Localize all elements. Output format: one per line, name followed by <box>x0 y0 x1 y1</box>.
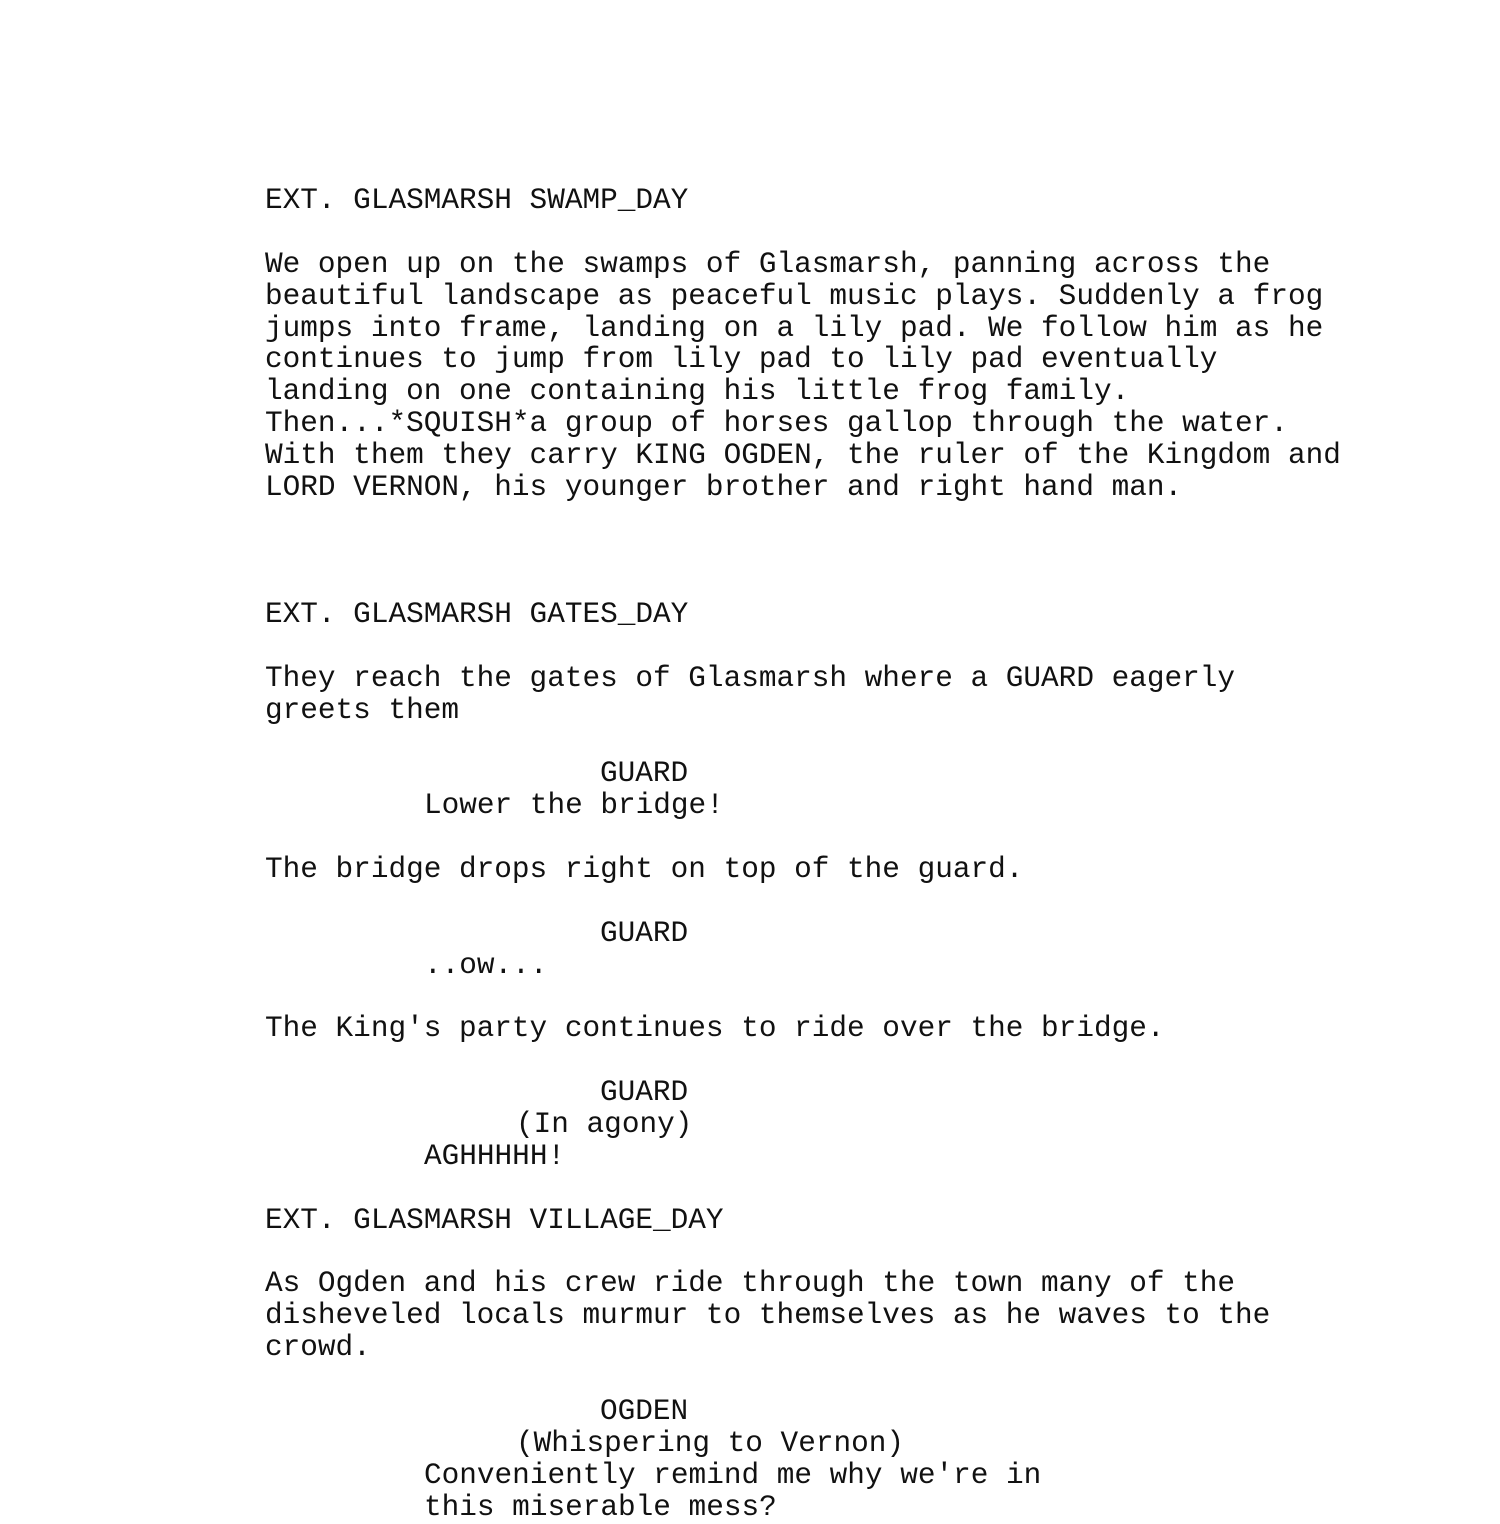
character-name: GUARD <box>600 917 689 950</box>
scene-heading: EXT. GLASMARSH VILLAGE_DAY <box>265 1204 724 1237</box>
action-line: crowd. <box>265 1331 371 1364</box>
dialogue-line: ..ow... <box>424 949 548 982</box>
action-line: With them they carry KING OGDEN, the ruler of the Kingdom and <box>265 439 1341 472</box>
action-line: jumps into frame, landing on a lily pad. We follow him as he <box>265 312 1324 345</box>
action-line: Then...*SQUISH*a group of horses gallop through the water. <box>265 407 1288 440</box>
action-line: continues to jump from lily pad to lily pad eventually <box>265 343 1218 376</box>
action-line: As Ogden and his crew ride through the town many of the <box>265 1267 1236 1300</box>
dialogue-line: Lower the bridge! <box>424 789 724 822</box>
action-line: They reach the gates of Glasmarsh where a GUARD eagerly <box>265 662 1236 695</box>
action-line: beautiful landscape as peaceful music plays. Suddenly a frog <box>265 280 1324 313</box>
action-line: disheveled locals murmur to themselves as he waves to the <box>265 1299 1271 1332</box>
parenthetical: (In agony) <box>516 1108 693 1141</box>
scene-heading: EXT. GLASMARSH GATES_DAY <box>265 598 689 631</box>
dialogue-line: this miserable mess? <box>424 1491 777 1524</box>
action-line: LORD VERNON, his younger brother and right hand man. <box>265 471 1183 504</box>
scene-heading: EXT. GLASMARSH SWAMP_DAY <box>265 184 689 217</box>
character-name: GUARD <box>600 757 689 790</box>
action-line: greets them <box>265 694 460 727</box>
action-line: We open up on the swamps of Glasmarsh, panning across the <box>265 248 1271 281</box>
character-name: OGDEN <box>600 1395 689 1428</box>
action-line: The King's party continues to ride over the bridge. <box>265 1012 1165 1045</box>
action-line: The bridge drops right on top of the guard. <box>265 853 1024 886</box>
action-line: landing on one containing his little frog family. <box>265 375 1130 408</box>
dialogue-line: AGHHHHH! <box>424 1140 566 1173</box>
character-name: GUARD <box>600 1076 689 1109</box>
parenthetical: (Whispering to Vernon) <box>516 1427 905 1460</box>
dialogue-line: Conveniently remind me why we're in <box>424 1459 1042 1492</box>
